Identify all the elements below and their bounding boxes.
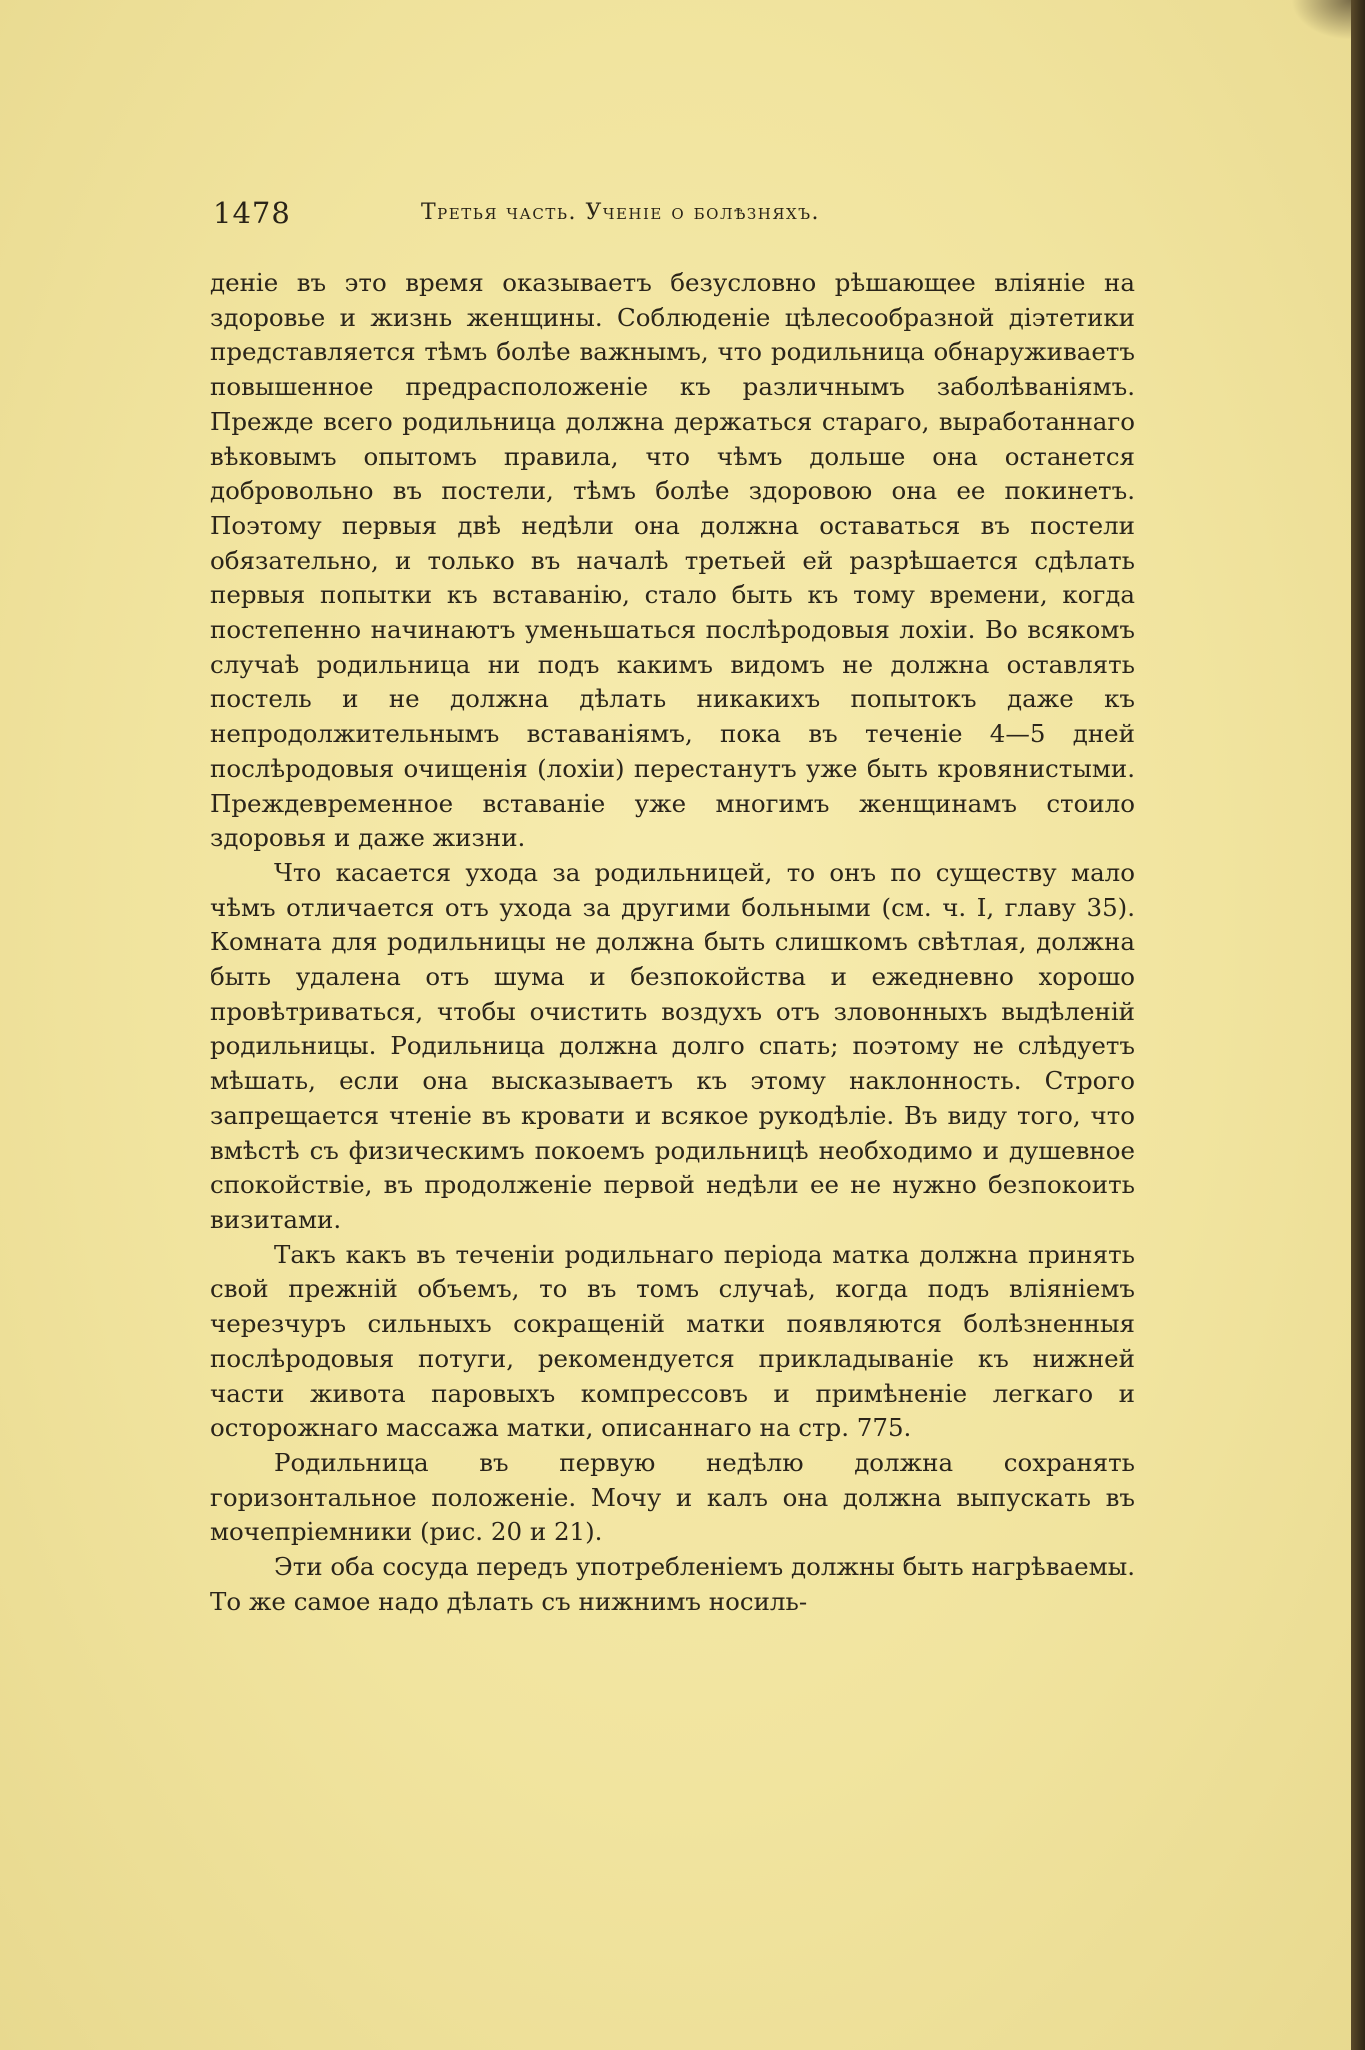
body-text <box>210 266 1135 1619</box>
running-head <box>213 196 1143 236</box>
page-number: 1478 <box>213 196 291 230</box>
paragraph-2: Что касается ухода за родильницей, то онъ по существу мало чѣмъ отличается отъ ухода за другими больными (см. ч. I, главу 35). Комната для родильницы не должна быть слишкомъ свѣтлая, должна быть удалена отъ шума и безпокойства и ежедневно хорошо провѣтриваться, чтобы очистить воздухъ отъ зловонныхъ выдѣленій родильницы. Родильница должна долго спать; поэтому не слѣдуетъ мѣшать, если она высказываетъ къ этому наклонность. Строго запрещается чтеніе въ кровати и всякое рукодѣліе. Въ виду того, что вмѣстѣ съ физическимъ покоемъ родильницѣ необходимо и душевное спокойствіе, въ продолженіе первой недѣли ее не нужно безпокоить визитами. <box>210 857 1135 1234</box>
paragraph-1: деніе въ это время оказываетъ безусловно рѣшающее вліяніе на здоровье и жизнь женщины. Соблюденіе цѣлесообразной діэтетики представляется тѣмъ болѣе важнымъ, что родильница обнаруживаетъ повышенное предрасположеніе къ различнымъ заболѣваніямъ. Прежде всего родильница должна держаться стараго, выработаннаго вѣковымъ опытомъ правила, что чѣмъ дольше она останется добровольно въ постели, тѣмъ болѣе здоровою она ее покинетъ. Поэтому первыя двѣ недѣли она должна оставаться въ постели обязательно, и только въ началѣ третьей ей разрѣшается сдѣлать первыя попытки къ вставанію, стало быть къ тому времени, когда постепенно начинаютъ уменьшаться послѣродовыя лохіи. Во всякомъ случаѣ родильница ни подъ какимъ видомъ не должна оставлять постель и не должна дѣлать никакихъ попытокъ даже къ непродолжительнымъ вставаніямъ, пока въ теченіе 4—5 дней послѣродовыя очищенія (лохіи) перестанутъ уже быть кровянистыми. Преждевременное вставаніе уже многимъ женщинамъ стоило здоровья и даже жизни. <box>210 268 1135 853</box>
paragraph-3: Такъ какъ въ теченіи родильнаго періода матка должна принять свой прежній объемъ, то въ томъ случаѣ, когда подъ вліяніемъ черезчуръ сильныхъ сокращеній матки появляются болѣзненныя послѣродовыя потуги, рекомендуется прикладываніе къ нижней части живота паровыхъ компрессовъ и примѣненіе легкаго и осторожнаго массажа матки, описаннаго на стр. 775. <box>210 1239 1135 1443</box>
page-corner-stain <box>1291 0 1351 40</box>
running-title: Третья часть. Ученіе о болѣзняхъ. <box>421 200 821 225</box>
book-binding-edge <box>1351 0 1365 2050</box>
paragraph-5: Эти оба сосуда передъ употребленіемъ должны быть нагрѣваемы. То же самое надо дѣлать съ нижнимъ носиль- <box>210 1552 1135 1616</box>
paragraph-4: Родильница въ первую недѣлю должна сохранять горизонтальное положеніе. Мочу и калъ она должна выпускать въ мочепріемники (рис. 20 и 21). <box>210 1447 1135 1547</box>
